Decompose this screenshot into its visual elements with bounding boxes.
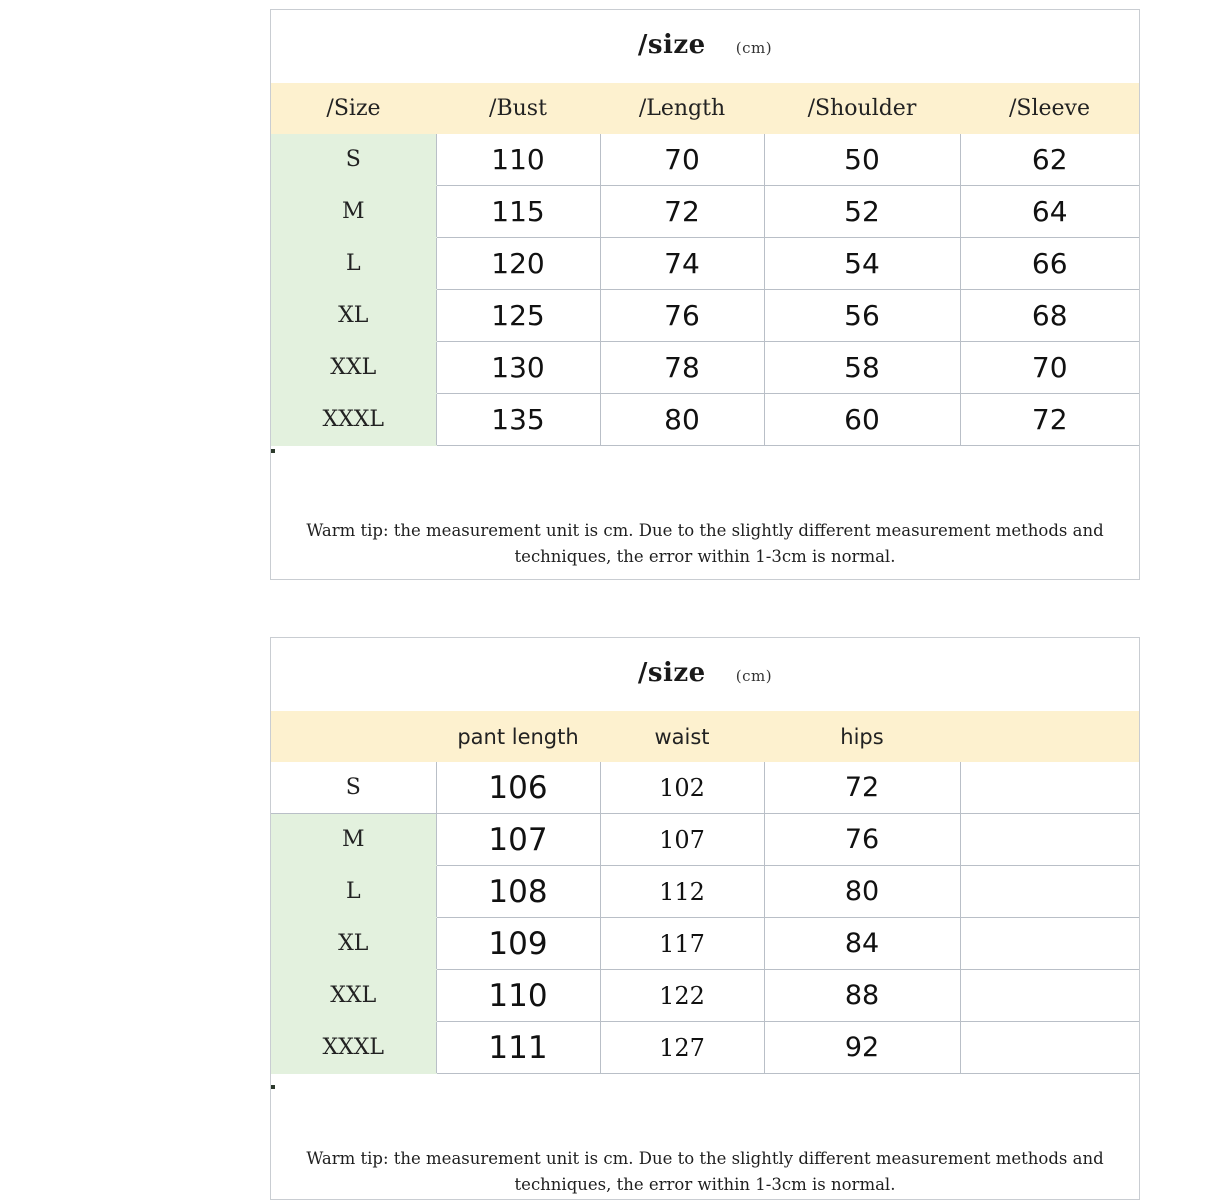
pant-length-value: 110 (436, 970, 600, 1022)
size-label: M (271, 814, 436, 866)
waist-value: 117 (600, 918, 764, 970)
top-title-bar (271, 10, 1139, 83)
shoulder-value: 54 (764, 238, 960, 290)
table-row (271, 186, 1139, 238)
bottom-title-unit: (cm) (735, 667, 773, 685)
bust-value: 125 (436, 290, 600, 342)
hips-value: 72 (764, 762, 960, 814)
header-size: /Size (271, 83, 436, 134)
bust-value: 115 (436, 186, 600, 238)
shoulder-value: 60 (764, 394, 960, 446)
hips-value: 76 (764, 814, 960, 866)
top-warm-tip: Warm tip: the measurement unit is cm. Due to the slightly different measurement methods and techniques, the error within 1-3cm is normal. (306, 521, 1104, 566)
sleeve-value: 72 (960, 394, 1139, 446)
bottom-title-text: /size (637, 658, 706, 688)
top-title-text: /size (637, 30, 706, 60)
table-row (271, 238, 1139, 290)
bust-value: 135 (436, 394, 600, 446)
bottom-chart-title (271, 658, 1139, 688)
size-label: L (271, 866, 436, 918)
header-length: /Length (600, 83, 764, 134)
bottom-size-chart (270, 637, 1140, 1200)
hips-value: 88 (764, 970, 960, 1022)
empty-cell (960, 814, 1139, 866)
header-size-blank (271, 711, 436, 762)
top-header-row (271, 83, 1139, 134)
waist-value: 127 (600, 1022, 764, 1074)
waist-value: 112 (600, 866, 764, 918)
top-title-unit: (cm) (735, 39, 773, 57)
corner-mark (271, 449, 275, 453)
bust-value: 110 (436, 134, 600, 186)
top-size-table (271, 83, 1139, 446)
header-waist: waist (600, 711, 764, 762)
table-row (271, 970, 1139, 1022)
pant-length-value: 111 (436, 1022, 600, 1074)
sleeve-value: 62 (960, 134, 1139, 186)
length-value: 78 (600, 342, 764, 394)
top-size-chart (270, 9, 1140, 580)
size-label: XL (271, 918, 436, 970)
header-hips: hips (764, 711, 960, 762)
size-label: XXL (271, 342, 436, 394)
table-row (271, 134, 1139, 186)
bottom-size-table (271, 711, 1139, 1074)
empty-cell (960, 1022, 1139, 1074)
table-row (271, 1022, 1139, 1074)
size-label: XXXL (271, 394, 436, 446)
empty-cell (960, 866, 1139, 918)
shoulder-value: 52 (764, 186, 960, 238)
empty-cell (960, 970, 1139, 1022)
pant-length-value: 109 (436, 918, 600, 970)
sleeve-value: 68 (960, 290, 1139, 342)
size-label: S (271, 762, 436, 814)
table-row (271, 762, 1139, 814)
pant-length-value: 106 (436, 762, 600, 814)
header-shoulder: /Shoulder (764, 83, 960, 134)
table-row (271, 814, 1139, 866)
pant-length-value: 108 (436, 866, 600, 918)
header-sleeve: /Sleeve (960, 83, 1139, 134)
length-value: 80 (600, 394, 764, 446)
shoulder-value: 50 (764, 134, 960, 186)
hips-value: 92 (764, 1022, 960, 1074)
waist-value: 102 (600, 762, 764, 814)
bottom-header-row (271, 711, 1139, 762)
size-label: XXXL (271, 1022, 436, 1074)
size-label: L (271, 238, 436, 290)
length-value: 72 (600, 186, 764, 238)
length-value: 76 (600, 290, 764, 342)
top-chart-title (271, 30, 1139, 60)
empty-cell (960, 762, 1139, 814)
pant-length-value: 107 (436, 814, 600, 866)
sleeve-value: 64 (960, 186, 1139, 238)
hips-value: 84 (764, 918, 960, 970)
size-label: XXL (271, 970, 436, 1022)
empty-cell (960, 918, 1139, 970)
sleeve-value: 66 (960, 238, 1139, 290)
waist-value: 107 (600, 814, 764, 866)
table-row (271, 394, 1139, 446)
size-label: XL (271, 290, 436, 342)
header-blank (960, 711, 1139, 762)
length-value: 74 (600, 238, 764, 290)
header-pant-length: pant length (436, 711, 600, 762)
header-bust: /Bust (436, 83, 600, 134)
bottom-warm-tip: Warm tip: the measurement unit is cm. Due to the slightly different measurement methods and techniques, the error within 1-3cm is normal. (306, 1149, 1104, 1194)
hips-value: 80 (764, 866, 960, 918)
size-label: M (271, 186, 436, 238)
bust-value: 130 (436, 342, 600, 394)
bust-value: 120 (436, 238, 600, 290)
bottom-title-bar (271, 638, 1139, 711)
table-row (271, 290, 1139, 342)
corner-mark (271, 1085, 275, 1089)
table-row (271, 866, 1139, 918)
table-row (271, 918, 1139, 970)
shoulder-value: 56 (764, 290, 960, 342)
waist-value: 122 (600, 970, 764, 1022)
sleeve-value: 70 (960, 342, 1139, 394)
length-value: 70 (600, 134, 764, 186)
size-label: S (271, 134, 436, 186)
table-row (271, 342, 1139, 394)
shoulder-value: 58 (764, 342, 960, 394)
